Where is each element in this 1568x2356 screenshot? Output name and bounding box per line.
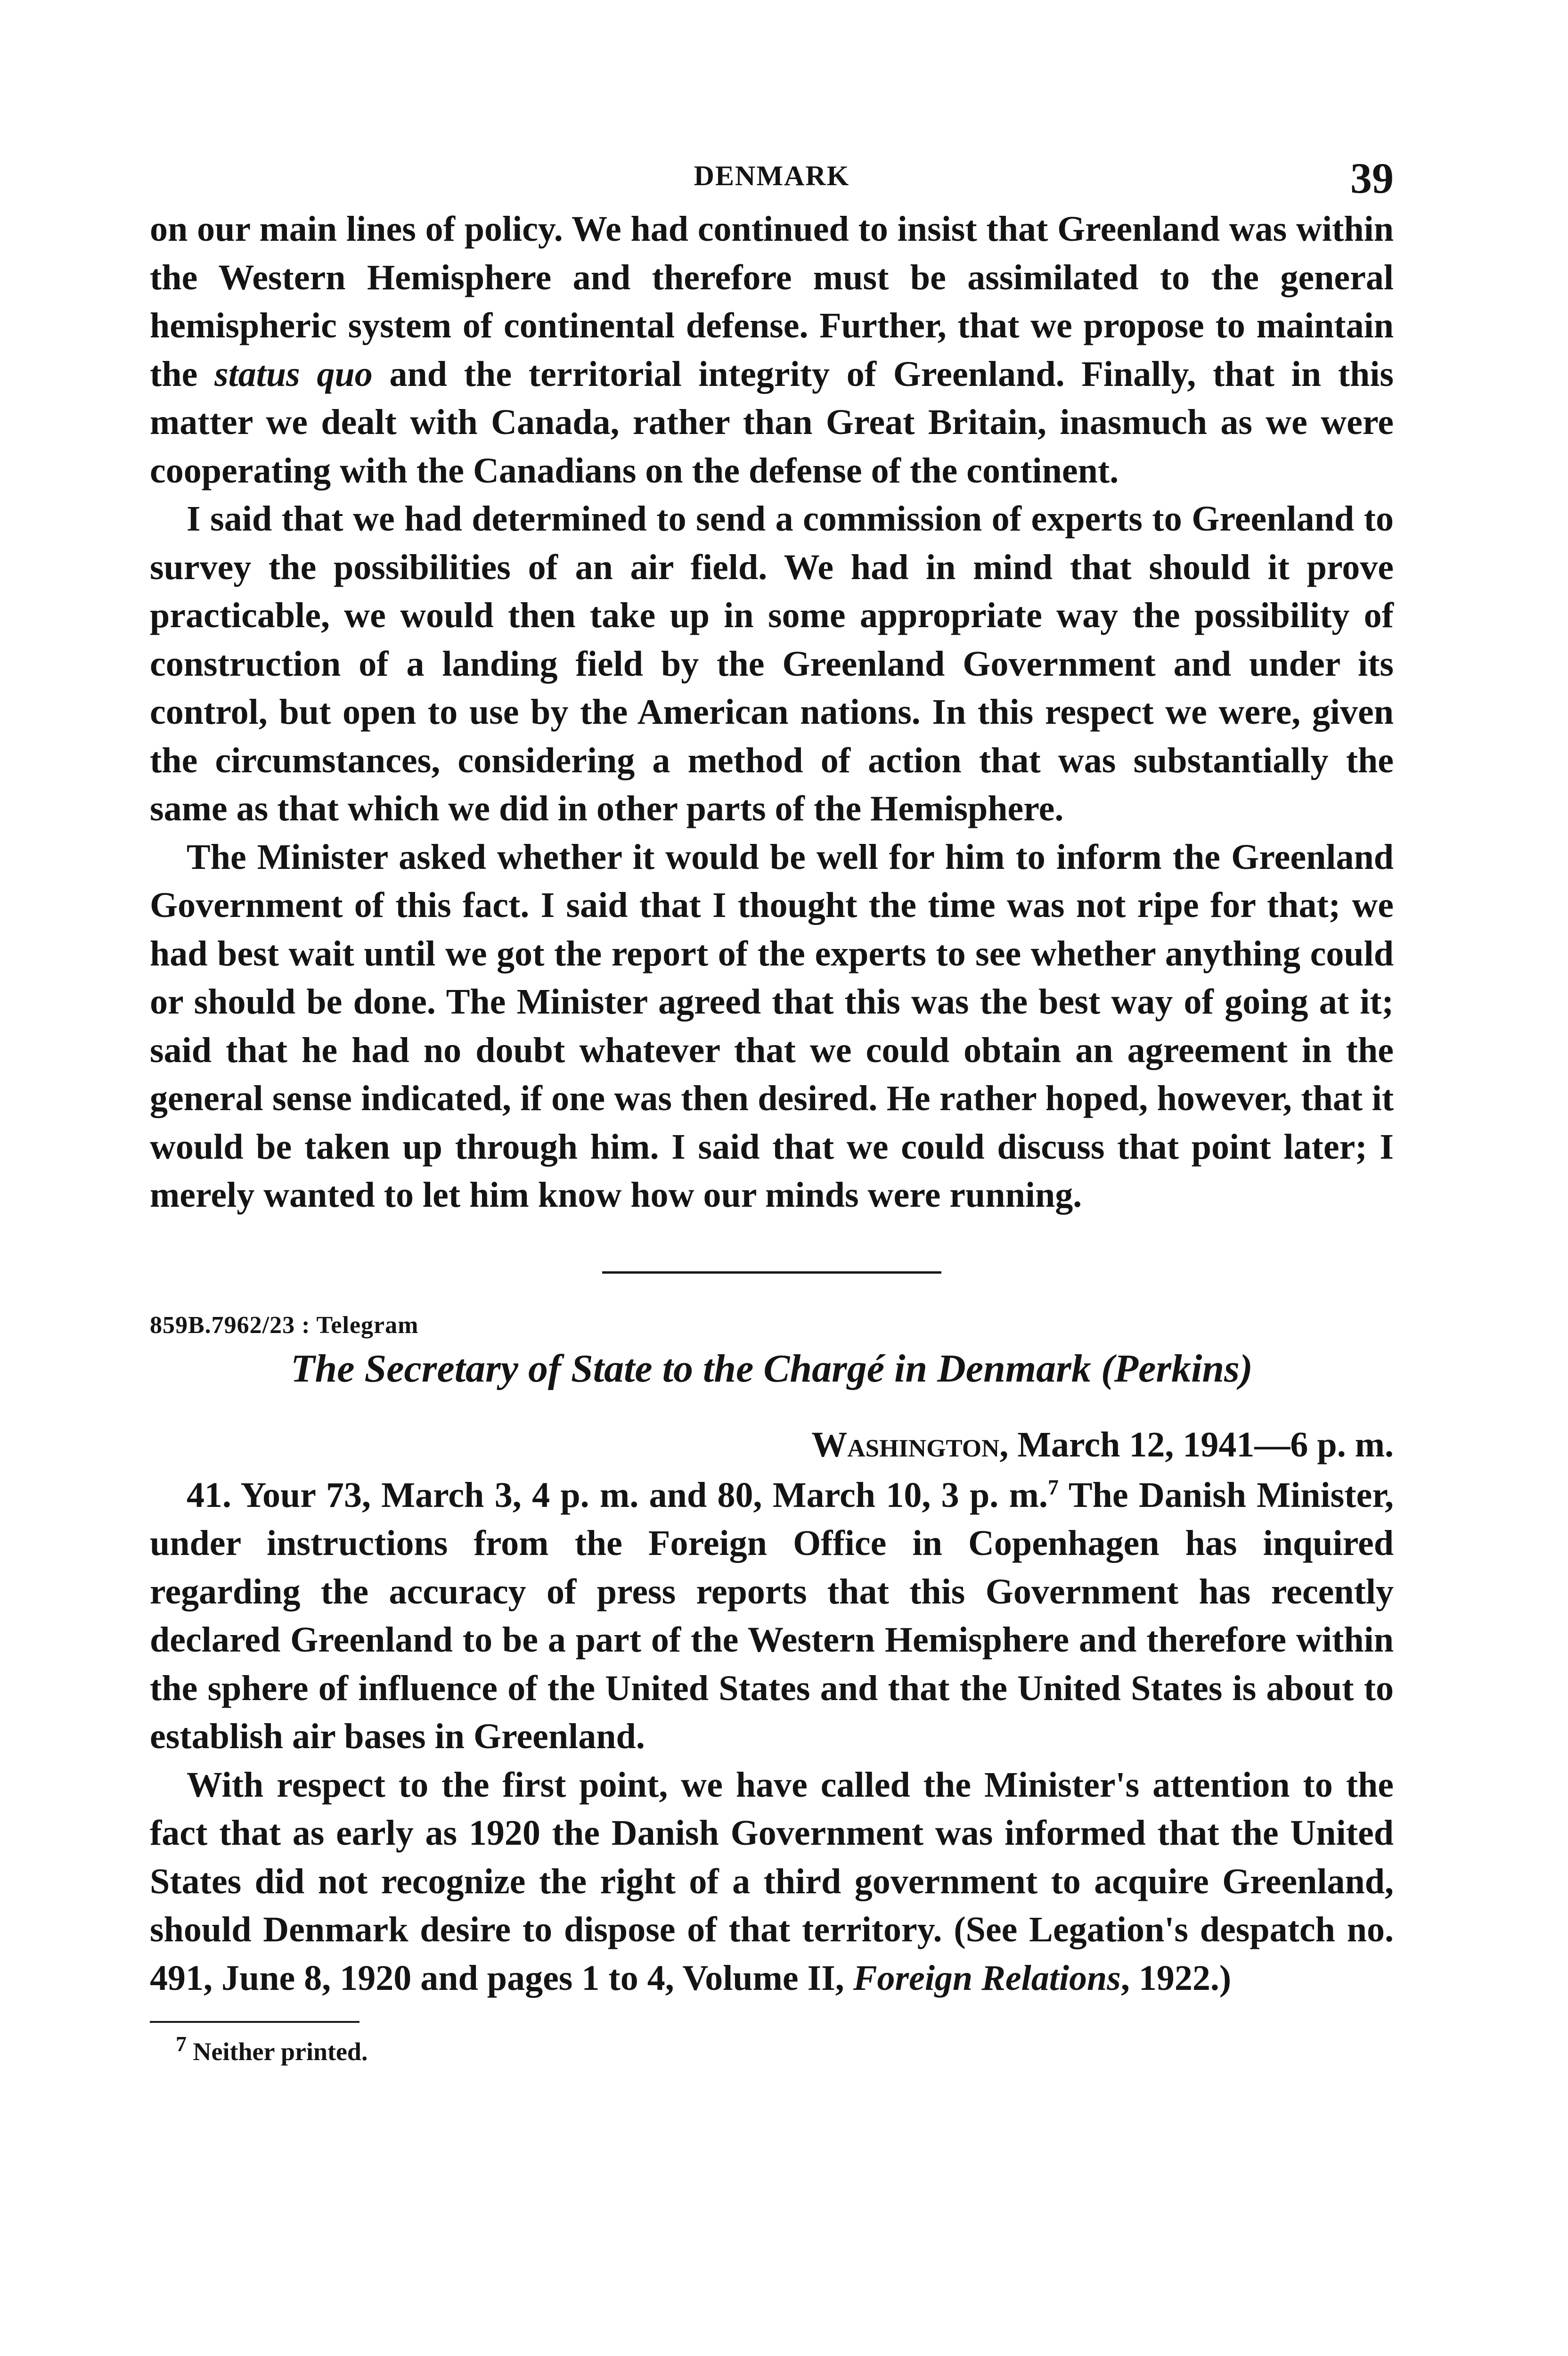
telegram-paragraph [150, 1761, 1394, 2003]
latin-phrase: status quo [214, 354, 373, 394]
telegram-text [150, 1471, 1394, 2003]
telegram-opening: 41. Your 73, March 3, 4 p. m. and 80, March 10, 3 p. m. [187, 1475, 1048, 1515]
page-number: 39 [1350, 154, 1394, 202]
document-file-number: 859B.7962/23 : Telegram [150, 1311, 419, 1339]
paragraph: The Minister asked whether it would be well for him to inform the Greenland Government of this fact. I said that I thought the time was not ripe for that; we had best wait until we got the report of the experts to see whether anything could or should be done. The Minister agreed that this was the best way of going at it; said that he had no doubt whatever that we could obtain an agreement in the general sense indicated, if one was then desired. He rather hoped, however, that it would be taken up through him. I said that we could discuss that point later; I merely wanted to let him know how our minds were running. [150, 837, 1394, 1215]
footnote-reference[interactable]: 7 [1047, 1475, 1059, 1499]
body-text [150, 205, 1394, 1219]
telegram-paragraph [150, 1471, 1394, 1761]
telegram-body: The Danish Minister, under instructions from the Foreign Office in Copenhagen has inquired regarding the accuracy of press reports that this Government has recently declared Greenland to be a part of the Western Hemisphere and therefore within the sphere of influence of the United States and that the United States is about to establish air bases in Greenland. [150, 1475, 1394, 1756]
telegram-body-end: , 1922.) [1120, 1958, 1232, 1998]
footnote-text: Neither printed. [187, 2037, 368, 2066]
running-head [150, 153, 1394, 205]
running-title: DENMARK [694, 160, 850, 191]
dateline [150, 1424, 1394, 1465]
publication-title: Foreign Relations [853, 1958, 1121, 1998]
dateline-place: Washington [811, 1424, 1000, 1464]
telegram-body: With respect to the first point, we have called the Minister's attention to the fact that as early as 1920 the Danish Government was informed that the United States did not recognize the right of a third government to acquire Greenland, should Denmark desire to dispose of that territory. (See Legation's despatch no. 491, June 8, 1920 and pages 1 to 4, Volume II, [150, 1765, 1394, 1998]
footnote-rule [150, 2021, 359, 2023]
document-page [150, 153, 1394, 2066]
dateline-date: , March 12, 1941—6 p. m. [999, 1424, 1394, 1464]
section-divider [602, 1271, 941, 1274]
paragraph-continuation: on our main lines of policy. We had continued to insist that Greenland was within the Western Hemisphere and therefore must be assimilated to the general hemispheric system of continental defense. Further, that we propose to maintain the status quo and the territorial integrity of Greenland. Finally, that in this matter we dealt with Canada, rather than Great Britain, inasmuch as we were cooperating with the Canadians on the defense of the continent. [150, 209, 1394, 491]
paragraph: I said that we had determined to send a commission of experts to Greenland to survey the possibilities of an air field. We had in mind that should it prove practicable, we would then take up in some appropriate way the possibility of construction of a landing field by the Greenland Government and under its control, but open to use by the American nations. In this respect we were, given the circumstances, considering a method of action that was substantially the same as that which we did in other parts of the Hemisphere. [150, 499, 1394, 828]
footnote-marker: 7 [176, 2032, 187, 2056]
document-title: The Secretary of State to the Chargé in Denmark (Perkins) [291, 1346, 1253, 1391]
footnote [176, 2032, 1394, 2066]
